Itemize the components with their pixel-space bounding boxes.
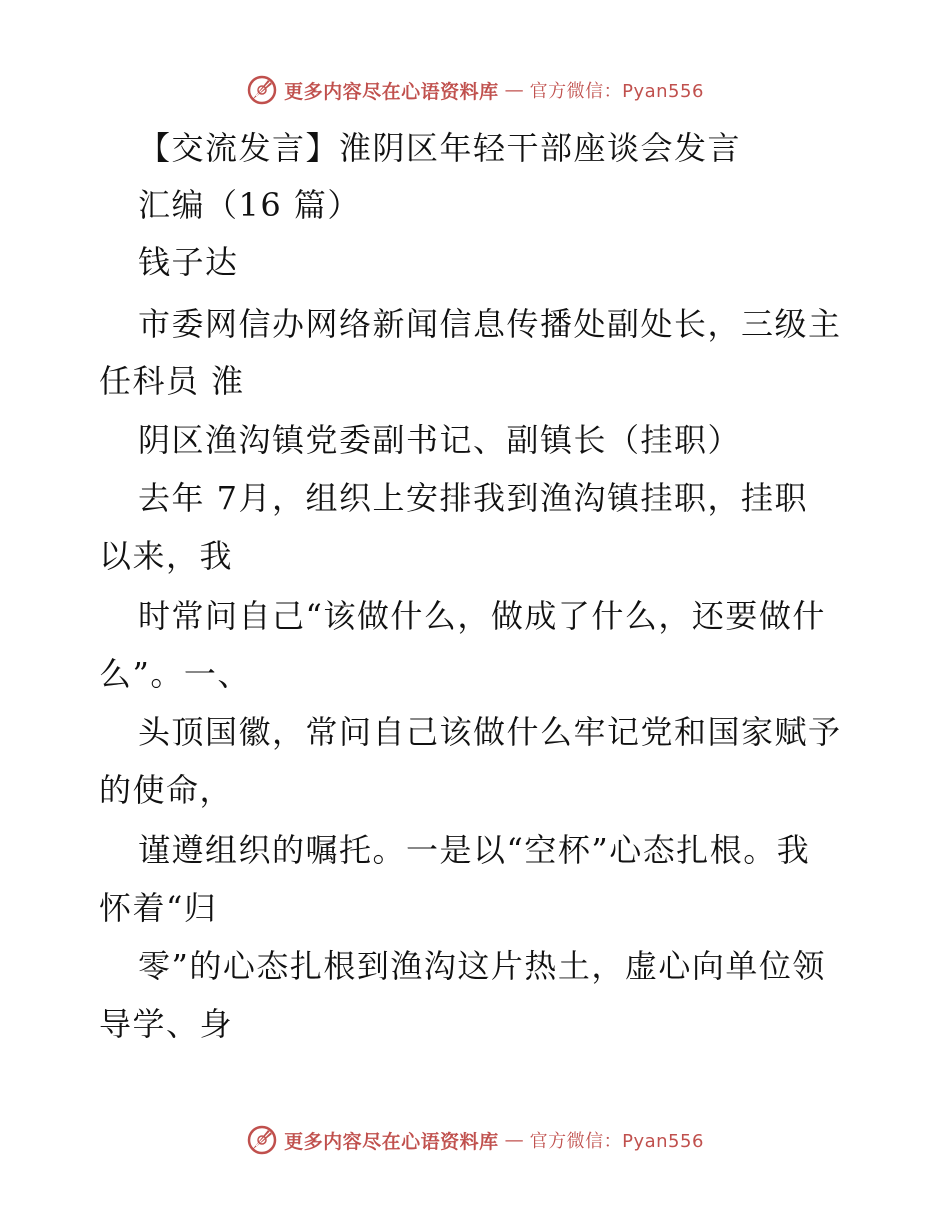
watermark-dash: — <box>504 1129 524 1151</box>
body-line: 头顶国徽，常问自己该做什么牢记党和国家赋予 <box>138 713 842 751</box>
watermark-site-text: 更多内容尽在心语资料库 <box>284 80 499 103</box>
quill-pen-logo-icon <box>246 1124 278 1156</box>
watermark-wechat-text: 官方微信：Pyan556 <box>529 81 704 102</box>
page-footer-watermark <box>0 1120 950 1160</box>
body-line: 谨遵组织的嘱托。一是以“空杯”心态扎根。我 <box>138 831 811 869</box>
body-line: 的使命， <box>99 771 234 809</box>
watermark <box>246 1124 704 1156</box>
document-title-line-2: 汇编（16 篇） <box>138 186 361 224</box>
author-title-line-2: 任科员 淮 <box>99 362 245 400</box>
body-line: 去年 7月，组织上安排我到渔沟镇挂职，挂职 <box>138 479 809 517</box>
body-line: 导学、身 <box>99 1005 234 1043</box>
author-title-line-1: 市委网信办网络新闻信息传播处副处长，三级主 <box>138 305 842 343</box>
quill-pen-logo-icon <box>246 74 278 106</box>
page-header-watermark <box>0 70 950 110</box>
watermark-wechat-text: 官方微信：Pyan556 <box>529 1131 704 1152</box>
watermark <box>246 74 704 106</box>
author-name: 钱子达 <box>138 243 239 281</box>
body-line: 怀着“归 <box>99 889 218 927</box>
document-title-line-1: 【交流发言】淮阴区年轻干部座谈会发言 <box>138 129 742 167</box>
author-title-line-3: 阴区渔沟镇党委副书记、副镇长（挂职） <box>138 421 742 459</box>
body-line: 么”。一、 <box>99 655 251 693</box>
body-line: 零”的心态扎根到渔沟这片热土，虚心向单位领 <box>138 947 826 985</box>
body-line: 以来，我 <box>99 537 234 575</box>
body-line: 时常问自己“该做什么，做成了什么，还要做什 <box>138 597 826 635</box>
watermark-site-text: 更多内容尽在心语资料库 <box>284 1130 499 1153</box>
watermark-dash: — <box>504 79 524 101</box>
